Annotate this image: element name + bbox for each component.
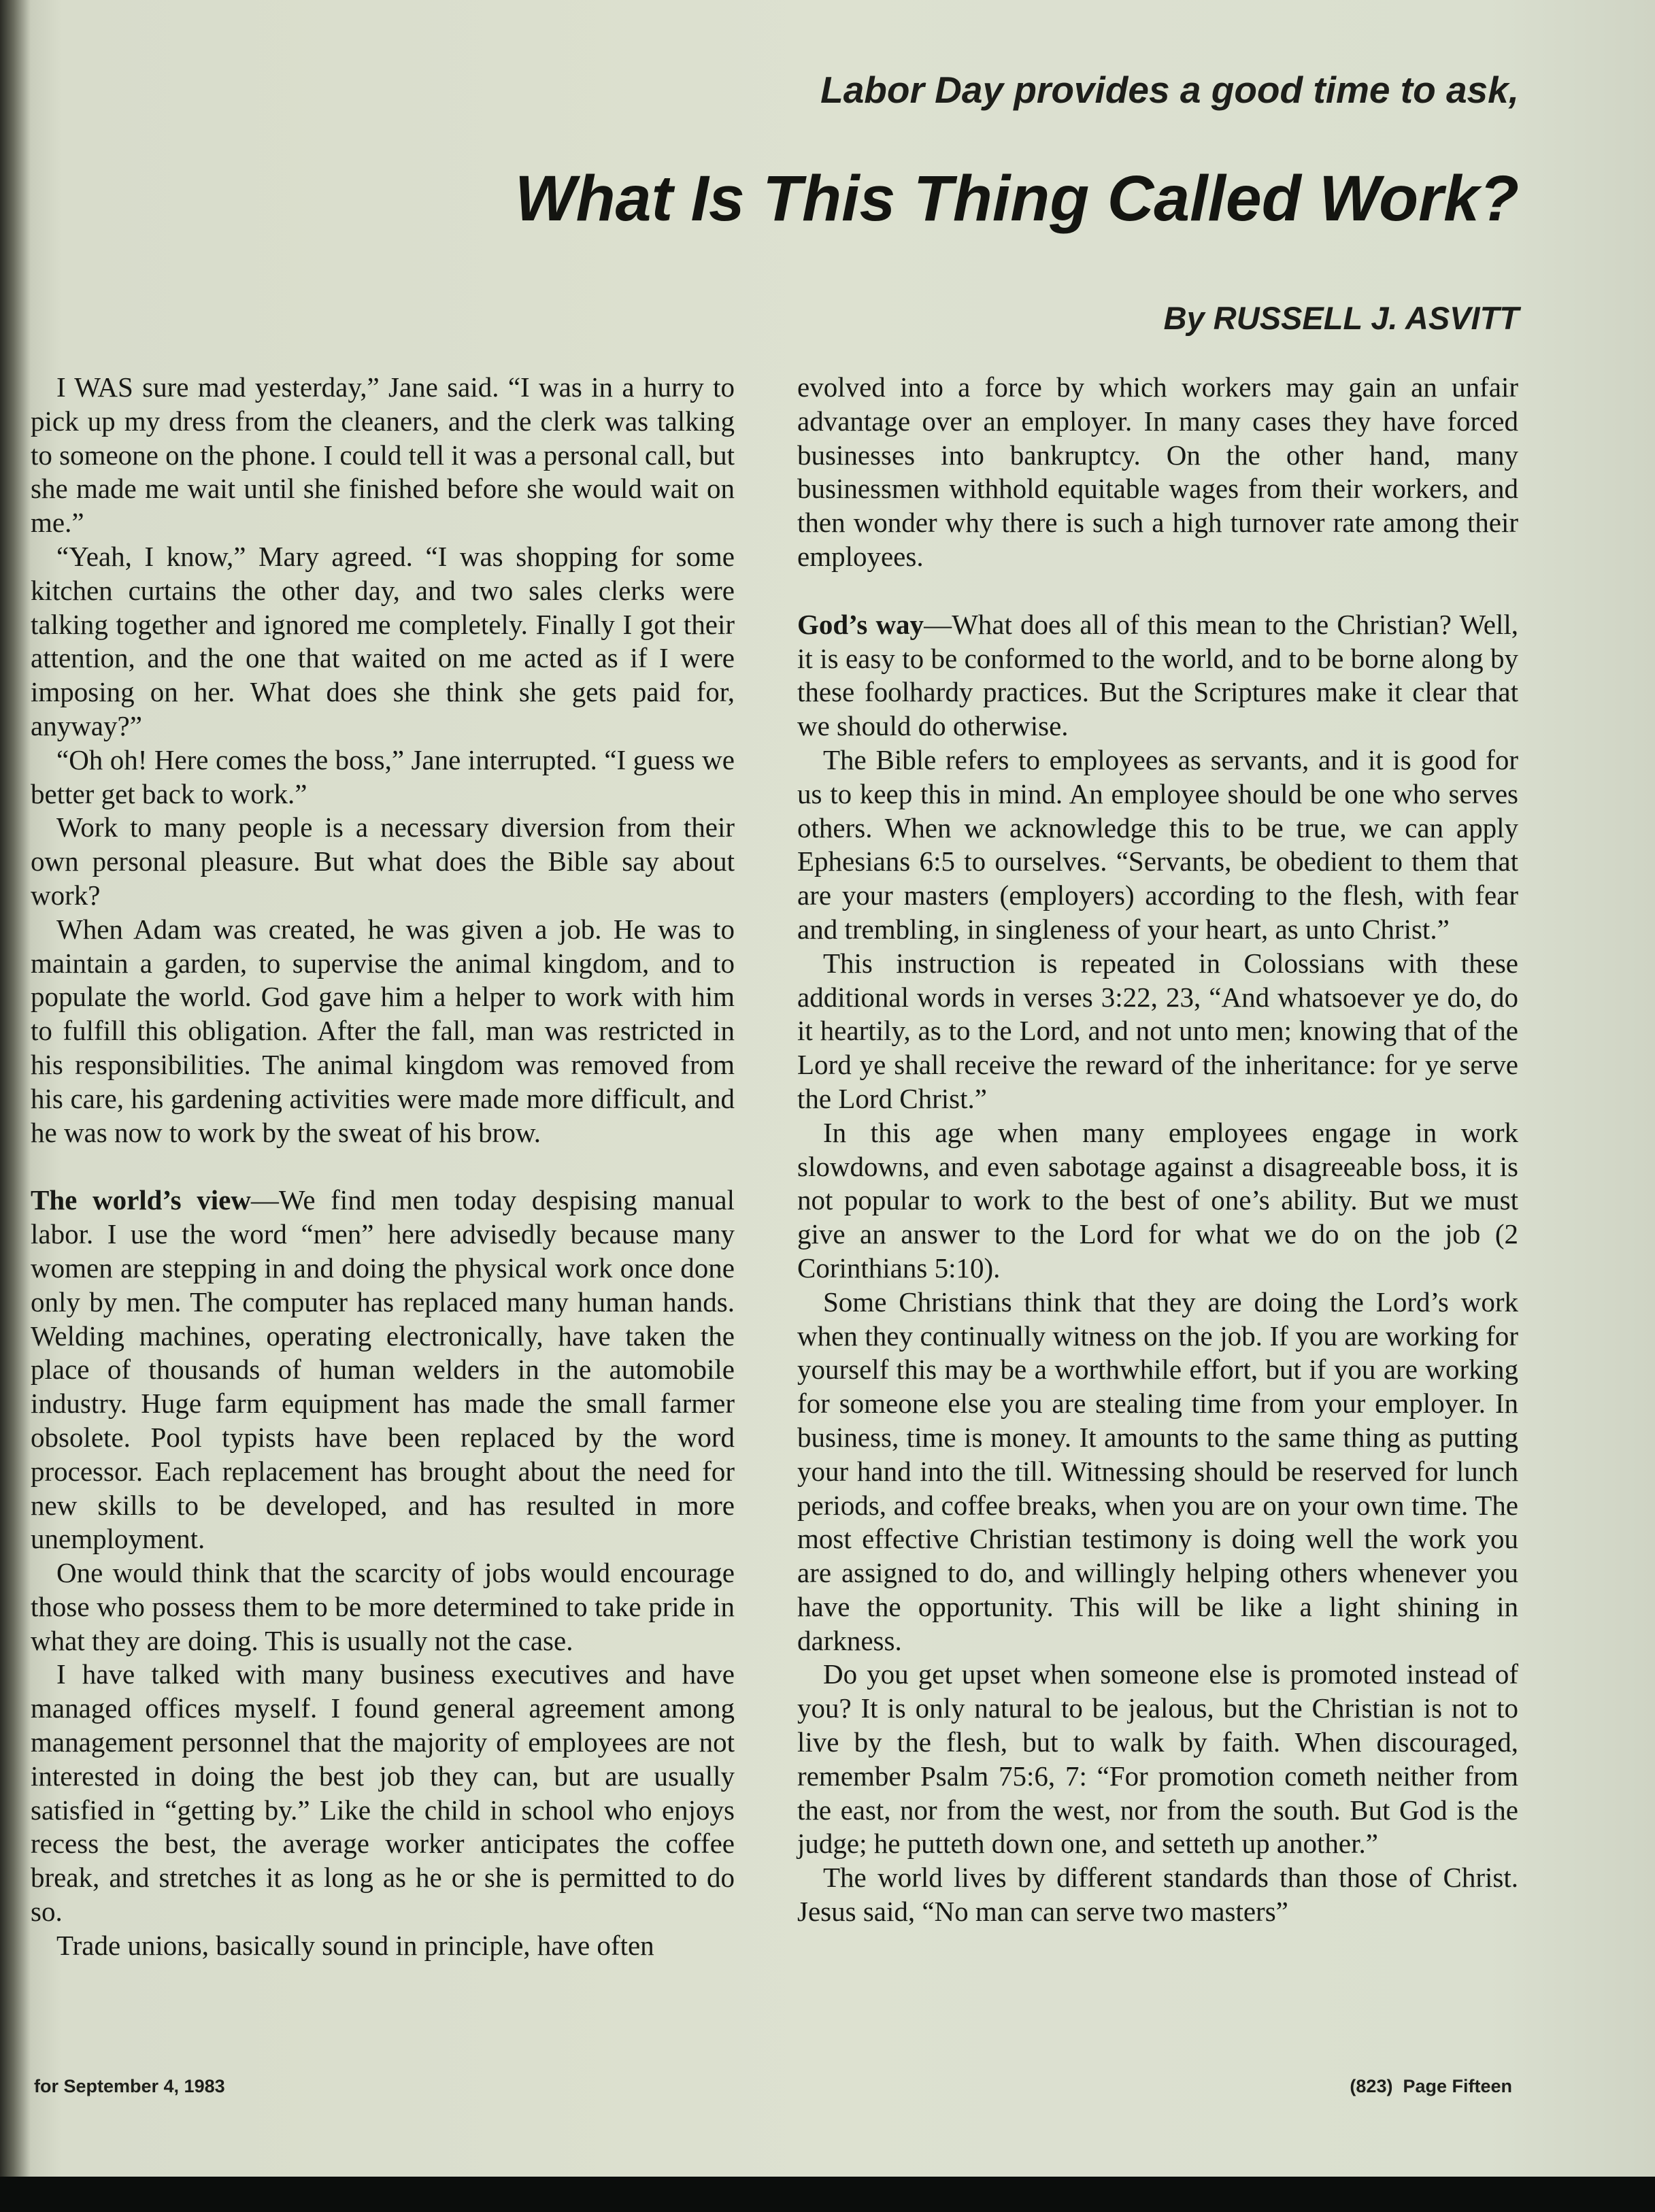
paragraph: This instruction is repeated in Colossians with these additional words in verses 3:22, 23, “And whatsoever ye do, do it heartily, as to the Lord, and not unto men; knowing that of the Lord ye shall receive the reward of the inheritance: for ye serve the Lord Christ.” — [797, 947, 1518, 1114]
subheading-worlds-view: The world’s view — [31, 1184, 251, 1216]
article-headline: What Is This Thing Called Work? — [514, 163, 1519, 235]
text-column-left — [31, 371, 735, 1963]
footer-page-number: (823) Page Fifteen — [1350, 2076, 1512, 2096]
paragraph: I WAS sure mad yesterday,” Jane said. “I was in a hurry to pick up my dress from the cleaners, and the clerk was talking to someone on the phone. I could tell it was a personal call, but she made me wait until she finished before she would wait on me.” — [31, 371, 735, 539]
paragraph: The world lives by different standards than those of Christ. Jesus said, “No man can serve two masters” — [797, 1862, 1518, 1928]
paragraph: I have talked with many business executives and have managed offices myself. I found general agreement among management personnel that the majority of employees are not interested in doing the best job they can, but are usually satisfied in “getting by.” Like the child in school who enjoys recess the best, the average worker anticipates the coffee break, and stretches it as long as he or she is permitted to do so. — [31, 1658, 735, 1928]
scan-bottom-edge — [0, 2177, 1655, 2212]
subheading-text: —We find men today despising manual labor. I use the word “men” here advisedly because many women are stepping in and doing the physical work once done only by men. The computer has replaced many human hands. Welding machines, operating electronically, have taken the place of thousands of human welders in the automobile industry. Huge farm equipment has made the small farmer obsolete. Pool typists have been replaced by the word processor. Each replacement has brought about the need for new skills to be developed, and has resulted in more unemployment. — [31, 1184, 735, 1555]
paragraph: Some Christians think that they are doing the Lord’s work when they continually witness on the job. If you are working for yourself this may be a worthwhile effort, but if you are working for someone else you are stealing time from your employer. In business, time is money. It amounts to the same thing as putting your hand into the till. Witnessing should be reserved for lunch periods, and coffee breaks, when you are on your own time. The most effective Christian testimony is doing well the work you are assigned to do, and willingly helping others whenever you have the opportunity. This will be like a light shining in darkness. — [797, 1286, 1518, 1656]
subheading-gods-way: God’s way — [797, 608, 924, 640]
subheading-text: —What does all of this mean to the Christian? Well, it is easy to be conformed to the world, and to be borne along by these foolhardy practices. But the Scriptures make it clear that we should do otherwise. — [797, 608, 1519, 742]
text-column-right — [797, 371, 1518, 1929]
footer-date: for September 4, 1983 — [34, 2076, 225, 2096]
section-paragraph-worlds-view — [31, 1184, 735, 1556]
paragraph: evolved into a force by which workers may gain an unfair advantage over an employer. In many cases they have forced businesses into bankruptcy. On the other hand, many businessmen withhold equitable wages from their workers, and then wonder why there is such a high turnover rate among their employees. — [797, 371, 1518, 572]
section-paragraph-gods-way — [797, 608, 1518, 743]
paragraph: Work to many people is a necessary diversion from their own personal pleasure. But what does the Bible say about work? — [31, 811, 735, 911]
paragraph: “Oh oh! Here comes the boss,” Jane interrupted. “I guess we better get back to work.” — [31, 743, 735, 809]
paragraph: Trade unions, basically sound in principle, have often — [56, 1929, 654, 1961]
paragraph: One would think that the scarcity of jobs would encourage those who possess them to be more determined to take pride in what they are doing. This is usually not the case. — [31, 1557, 735, 1656]
paragraph: Do you get upset when someone else is promoted instead of you? It is only natural to be jealous, but the Christian is not to live by the flesh, but to walk by faith. When discouraged, remember Psalm 75:6, 7: “For promotion cometh neither from the east, nor from the west, nor from the south. But God is the judge; he putteth down one, and setteth up another.” — [797, 1658, 1518, 1860]
article-kicker: Labor Day provides a good time to ask, — [820, 69, 1519, 111]
article-byline: By RUSSELL J. ASVITT — [1163, 300, 1519, 336]
paragraph: The Bible refers to employees as servants, and it is good for us to keep this in mind. An employee should be one who serves others. When we acknowledge this to be true, we can apply Ephesians 6:5 to ourselves. “Servants, be obedient to them that are your masters (employers) according to the flesh, with fear and trembling, in singleness of your heart, as unto Christ.” — [797, 743, 1518, 945]
paragraph: In this age when many employees engage in work slowdowns, and even sabotage against a disagreeable boss, it is not popular to work to the best of one’s ability. But we must give an answer to the Lord for what we do on the job (2 Corinthians 5:10). — [797, 1116, 1518, 1284]
paragraph: “Yeah, I know,” Mary agreed. “I was shopping for some kitchen curtains the other day, and two sales clerks were talking together and ignored me completely. Finally I got their attention, and the one that waited on me acted as if I were imposing on her. What does she think she gets paid for, anyway?” — [31, 540, 735, 741]
paragraph: When Adam was created, he was given a job. He was to maintain a garden, to supervise the animal kingdom, and to populate the world. God gave him a helper to work with him to fulfill this obligation. After the fall, man was restricted in his responsibilities. The animal kingdom was removed from his care, his gardening activities were made more difficult, and he was now to work by the sweat of his brow. — [31, 913, 735, 1148]
